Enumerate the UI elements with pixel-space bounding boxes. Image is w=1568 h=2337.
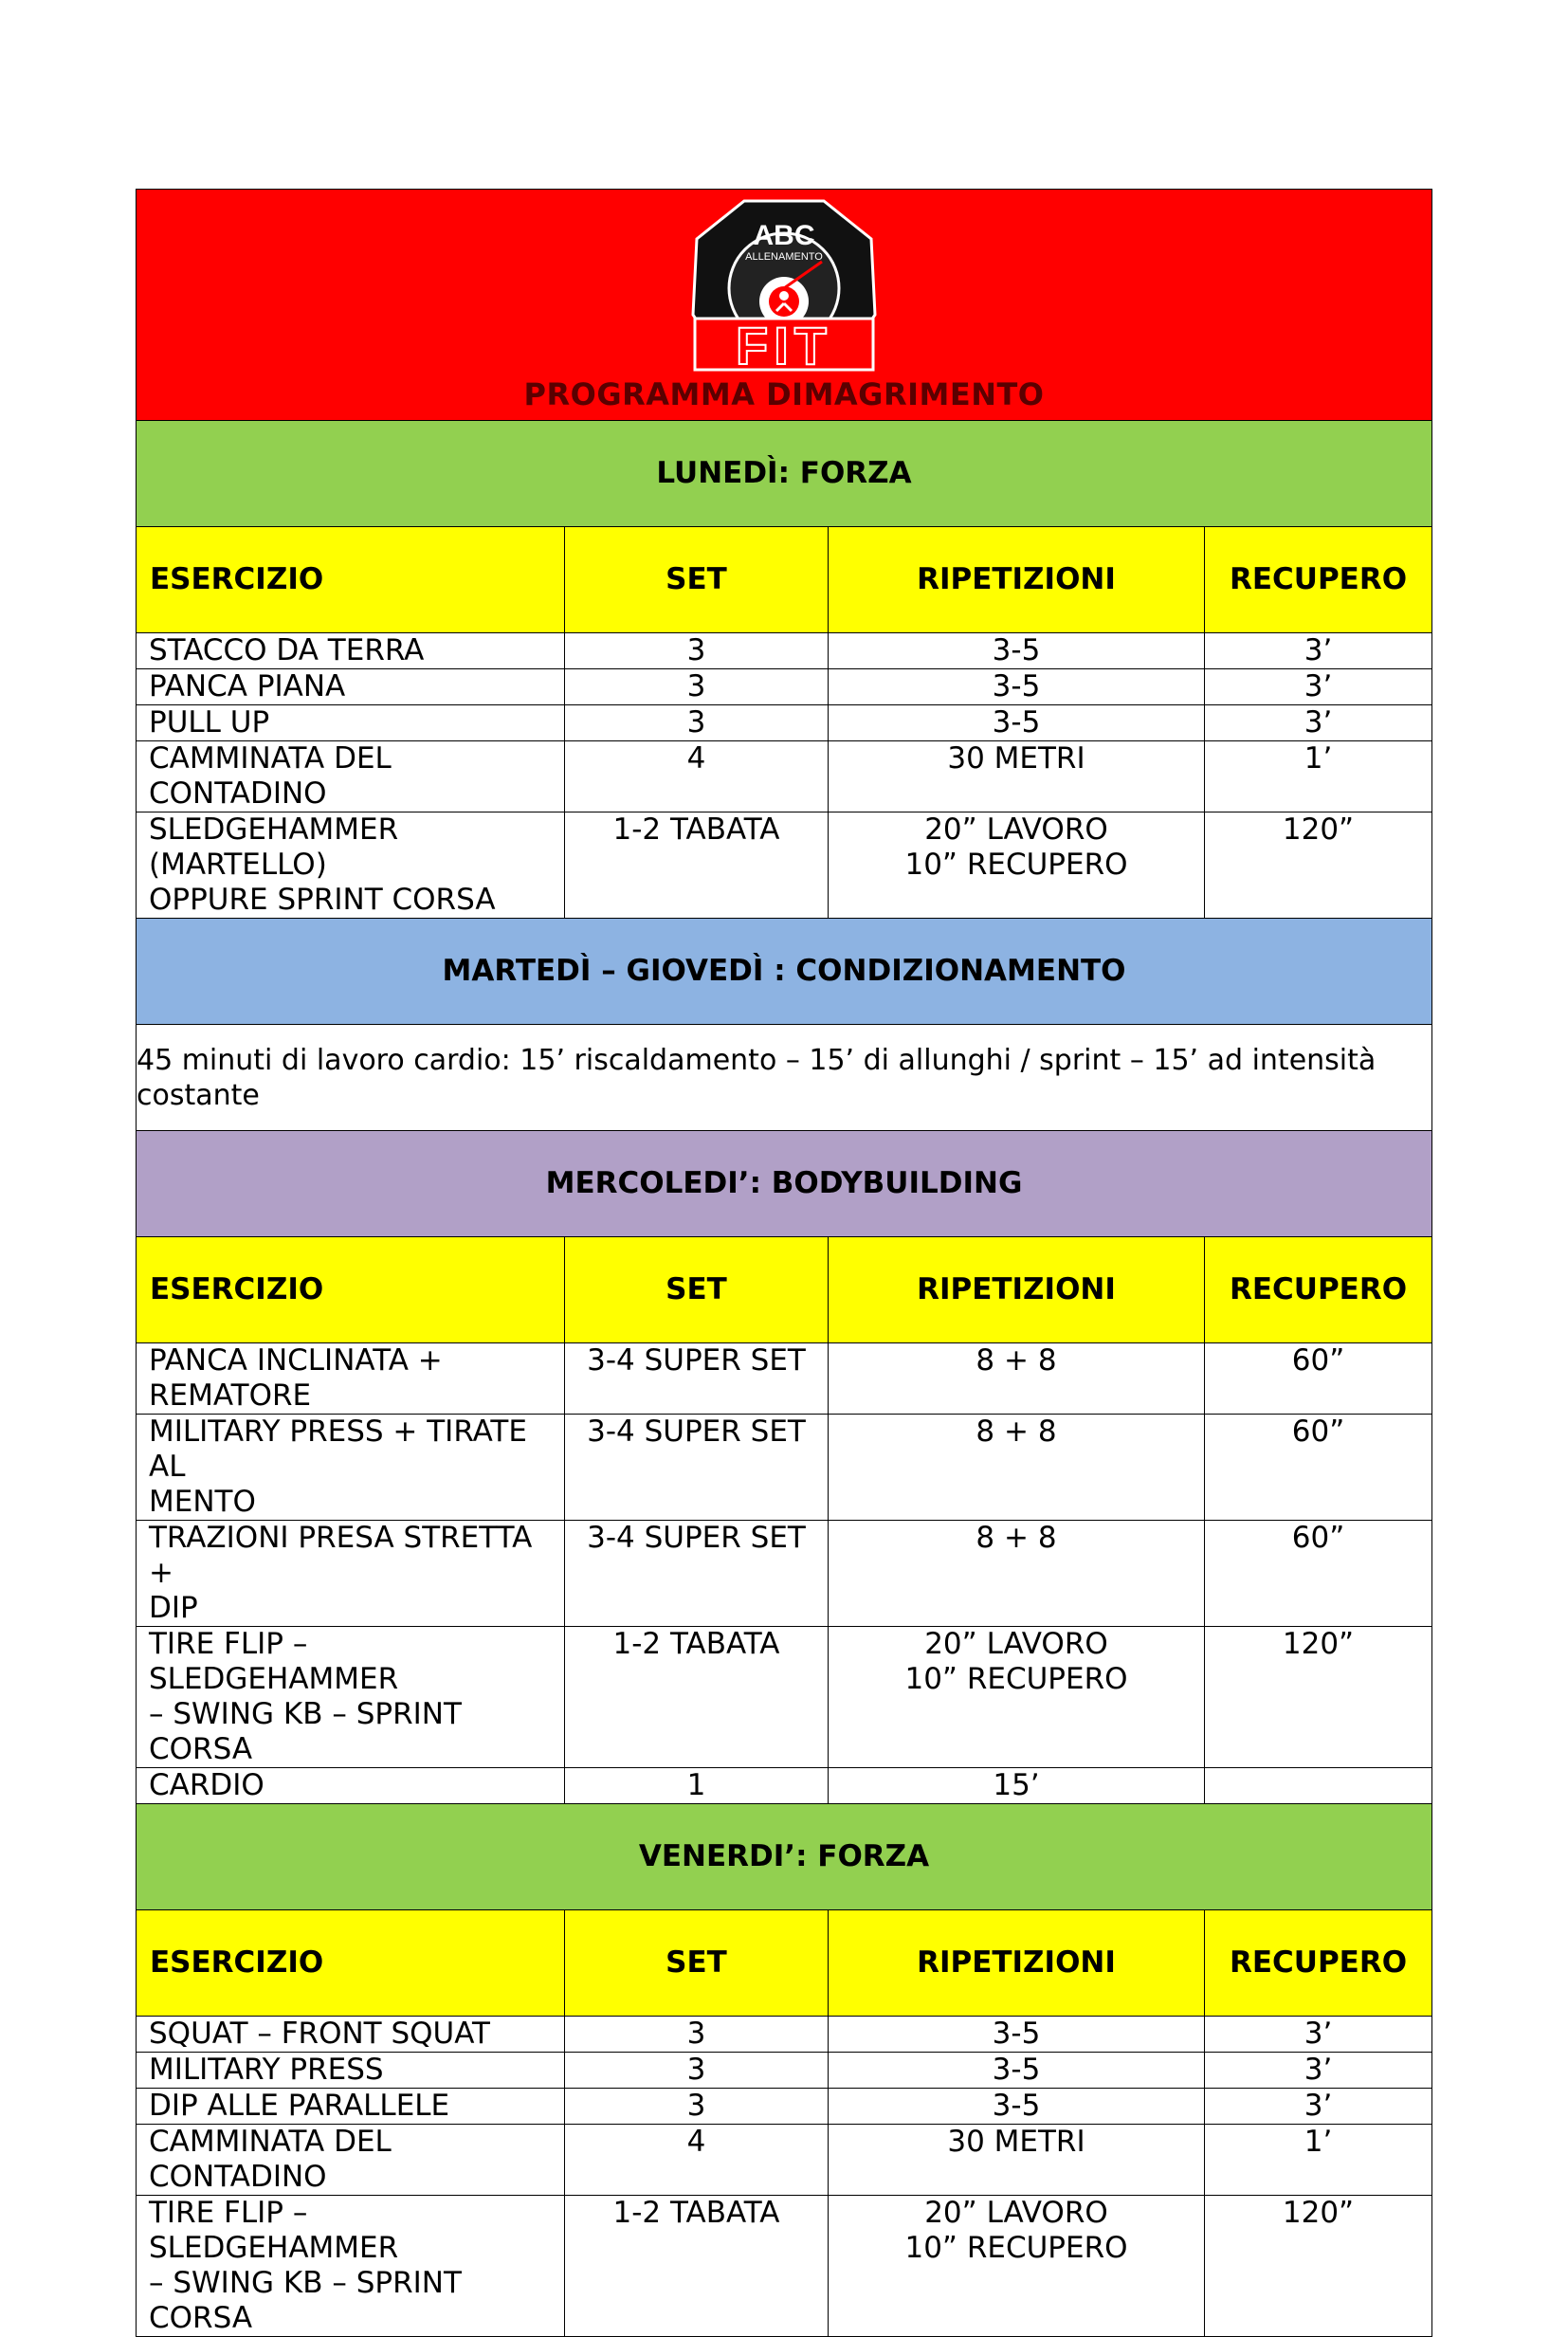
exercise-cell: MILITARY PRESS — [137, 2053, 565, 2089]
exercise-cell: DIP ALLE PARALLELE — [137, 2089, 565, 2125]
reps-cell: 3-5 — [829, 2017, 1205, 2053]
training-program-table — [136, 189, 1432, 2337]
reps-cell: 3-5 — [829, 2089, 1205, 2125]
column-header-reps: RIPETIZIONI — [829, 1237, 1205, 1343]
day-title-wednesday: MERCOLEDI’: BODYBUILDING — [137, 1131, 1432, 1237]
table-row — [137, 1768, 1432, 1804]
exercise-cell: TRAZIONI PRESA STRETTA + DIP — [137, 1521, 565, 1627]
rest-cell: 120” — [1205, 2196, 1432, 2337]
reps-cell: 30 METRI — [829, 741, 1205, 812]
set-cell: 1-2 TABATA — [565, 1627, 829, 1768]
table-row — [137, 2017, 1432, 2053]
set-cell: 1 — [565, 1768, 829, 1804]
reps-cell: 20” LAVORO 10” RECUPERO — [829, 2196, 1205, 2337]
set-cell: 3-4 SUPER SET — [565, 1343, 829, 1415]
rest-cell: 3’ — [1205, 669, 1432, 705]
day-title-friday: VENERDI’: FORZA — [137, 1804, 1432, 1910]
column-header-row — [137, 1910, 1432, 2017]
logo-abc-text: ABC — [753, 220, 815, 251]
rest-cell — [1205, 1768, 1432, 1804]
rest-cell: 3’ — [1205, 2089, 1432, 2125]
exercise-cell: SQUAT – FRONT SQUAT — [137, 2017, 565, 2053]
set-cell: 3 — [565, 633, 829, 669]
set-cell: 1-2 TABATA — [565, 2196, 829, 2337]
rest-cell: 60” — [1205, 1415, 1432, 1521]
set-cell: 3 — [565, 669, 829, 705]
set-cell: 3 — [565, 705, 829, 741]
set-cell: 3 — [565, 2089, 829, 2125]
exercise-cell: TIRE FLIP – SLEDGEHAMMER – SWING KB – SPRINT CORSA — [137, 2196, 565, 2337]
reps-cell: 3-5 — [829, 705, 1205, 741]
rest-cell: 3’ — [1205, 2053, 1432, 2089]
exercise-line: PANCA INCLINATA + — [149, 1343, 443, 1378]
rest-cell: 120” — [1205, 1627, 1432, 1768]
rest-cell: 60” — [1205, 1343, 1432, 1415]
abc-fit-logo — [689, 197, 879, 374]
table-row — [137, 2053, 1432, 2089]
exercise-cell: SLEDGEHAMMER (MARTELLO) OPPURE SPRINT CORSA — [137, 812, 565, 919]
exercise-cell: TIRE FLIP – SLEDGEHAMMER – SWING KB – SPRINT CORSA — [137, 1627, 565, 1768]
rest-cell: 1’ — [1205, 2125, 1432, 2196]
set-cell: 1-2 TABATA — [565, 812, 829, 919]
reps-cell: 20” LAVORO 10” RECUPERO — [829, 812, 1205, 919]
table-row — [137, 1521, 1432, 1627]
column-header-reps: RIPETIZIONI — [829, 527, 1205, 633]
reps-cell: 8 + 8 — [829, 1343, 1205, 1415]
reps-cell: 8 + 8 — [829, 1521, 1205, 1627]
table-row — [137, 812, 1432, 919]
column-header-exercise: ESERCIZIO — [137, 1237, 565, 1343]
table-row — [137, 2125, 1432, 2196]
column-header-rest: RECUPERO — [1205, 1910, 1432, 2017]
day-title-monday: LUNEDÌ: FORZA — [137, 421, 1432, 527]
set-cell: 3-4 SUPER SET — [565, 1415, 829, 1521]
exercise-cell: PANCA PIANA — [137, 669, 565, 705]
reps-cell: 3-5 — [829, 633, 1205, 669]
set-cell: 3 — [565, 2017, 829, 2053]
program-title: PROGRAMMA DIMAGRIMENTO — [523, 376, 1045, 412]
set-cell: 3 — [565, 2053, 829, 2089]
set-cell: 3-4 SUPER SET — [565, 1521, 829, 1627]
column-header-exercise: ESERCIZIO — [137, 1910, 565, 2017]
column-header-reps: RIPETIZIONI — [829, 1910, 1205, 2017]
reps-cell: 20” LAVORO 10” RECUPERO — [829, 1627, 1205, 1768]
rest-cell: 3’ — [1205, 705, 1432, 741]
reps-cell: 15’ — [829, 1768, 1205, 1804]
column-header-set: SET — [565, 527, 829, 633]
exercise-cell: CAMMINATA DEL CONTADINO — [137, 2125, 565, 2196]
rest-cell: 3’ — [1205, 633, 1432, 669]
column-header-row — [137, 527, 1432, 633]
table-row — [137, 633, 1432, 669]
set-cell: 4 — [565, 741, 829, 812]
exercise-cell: STACCO DA TERRA — [137, 633, 565, 669]
header-row — [137, 190, 1432, 421]
rest-cell: 1’ — [1205, 741, 1432, 812]
exercise-cell: PANCA INCLINATA + REMATORE — [137, 1343, 565, 1415]
table-row — [137, 1415, 1432, 1521]
logo-fit-text: FIT — [736, 316, 833, 374]
exercise-cell: CAMMINATA DEL CONTADINO — [137, 741, 565, 812]
column-header-row — [137, 1237, 1432, 1343]
exercise-cell: CARDIO — [137, 1768, 565, 1804]
exercise-cell: PULL UP — [137, 705, 565, 741]
column-header-set: SET — [565, 1910, 829, 2017]
column-header-set: SET — [565, 1237, 829, 1343]
rest-cell: 60” — [1205, 1521, 1432, 1627]
logo-sub-text: ALLENAMENTO — [745, 251, 823, 263]
day-title-tue-thu: MARTEDÌ – GIOVEDÌ : CONDIZIONAMENTO — [137, 919, 1432, 1025]
reps-cell: 8 + 8 — [829, 1415, 1205, 1521]
table-row — [137, 1627, 1432, 1768]
rest-cell: 3’ — [1205, 2017, 1432, 2053]
set-cell: 4 — [565, 2125, 829, 2196]
reps-cell: 3-5 — [829, 669, 1205, 705]
reps-cell: 30 METRI — [829, 2125, 1205, 2196]
column-header-rest: RECUPERO — [1205, 1237, 1432, 1343]
table-row — [137, 1343, 1432, 1415]
reps-cell: 3-5 — [829, 2053, 1205, 2089]
exercise-cell: MILITARY PRESS + TIRATE AL MENTO — [137, 1415, 565, 1521]
header-cell — [137, 190, 1432, 421]
column-header-rest: RECUPERO — [1205, 527, 1432, 633]
table-row — [137, 2196, 1432, 2337]
cardio-note: 45 minuti di lavoro cardio: 15’ riscaldamento – 15’ di allunghi / sprint – 15’ ad intensità costante — [137, 1025, 1432, 1131]
table-row — [137, 669, 1432, 705]
table-row — [137, 2089, 1432, 2125]
table-row — [137, 705, 1432, 741]
table-row — [137, 741, 1432, 812]
column-header-exercise: ESERCIZIO — [137, 527, 565, 633]
rest-cell: 120” — [1205, 812, 1432, 919]
